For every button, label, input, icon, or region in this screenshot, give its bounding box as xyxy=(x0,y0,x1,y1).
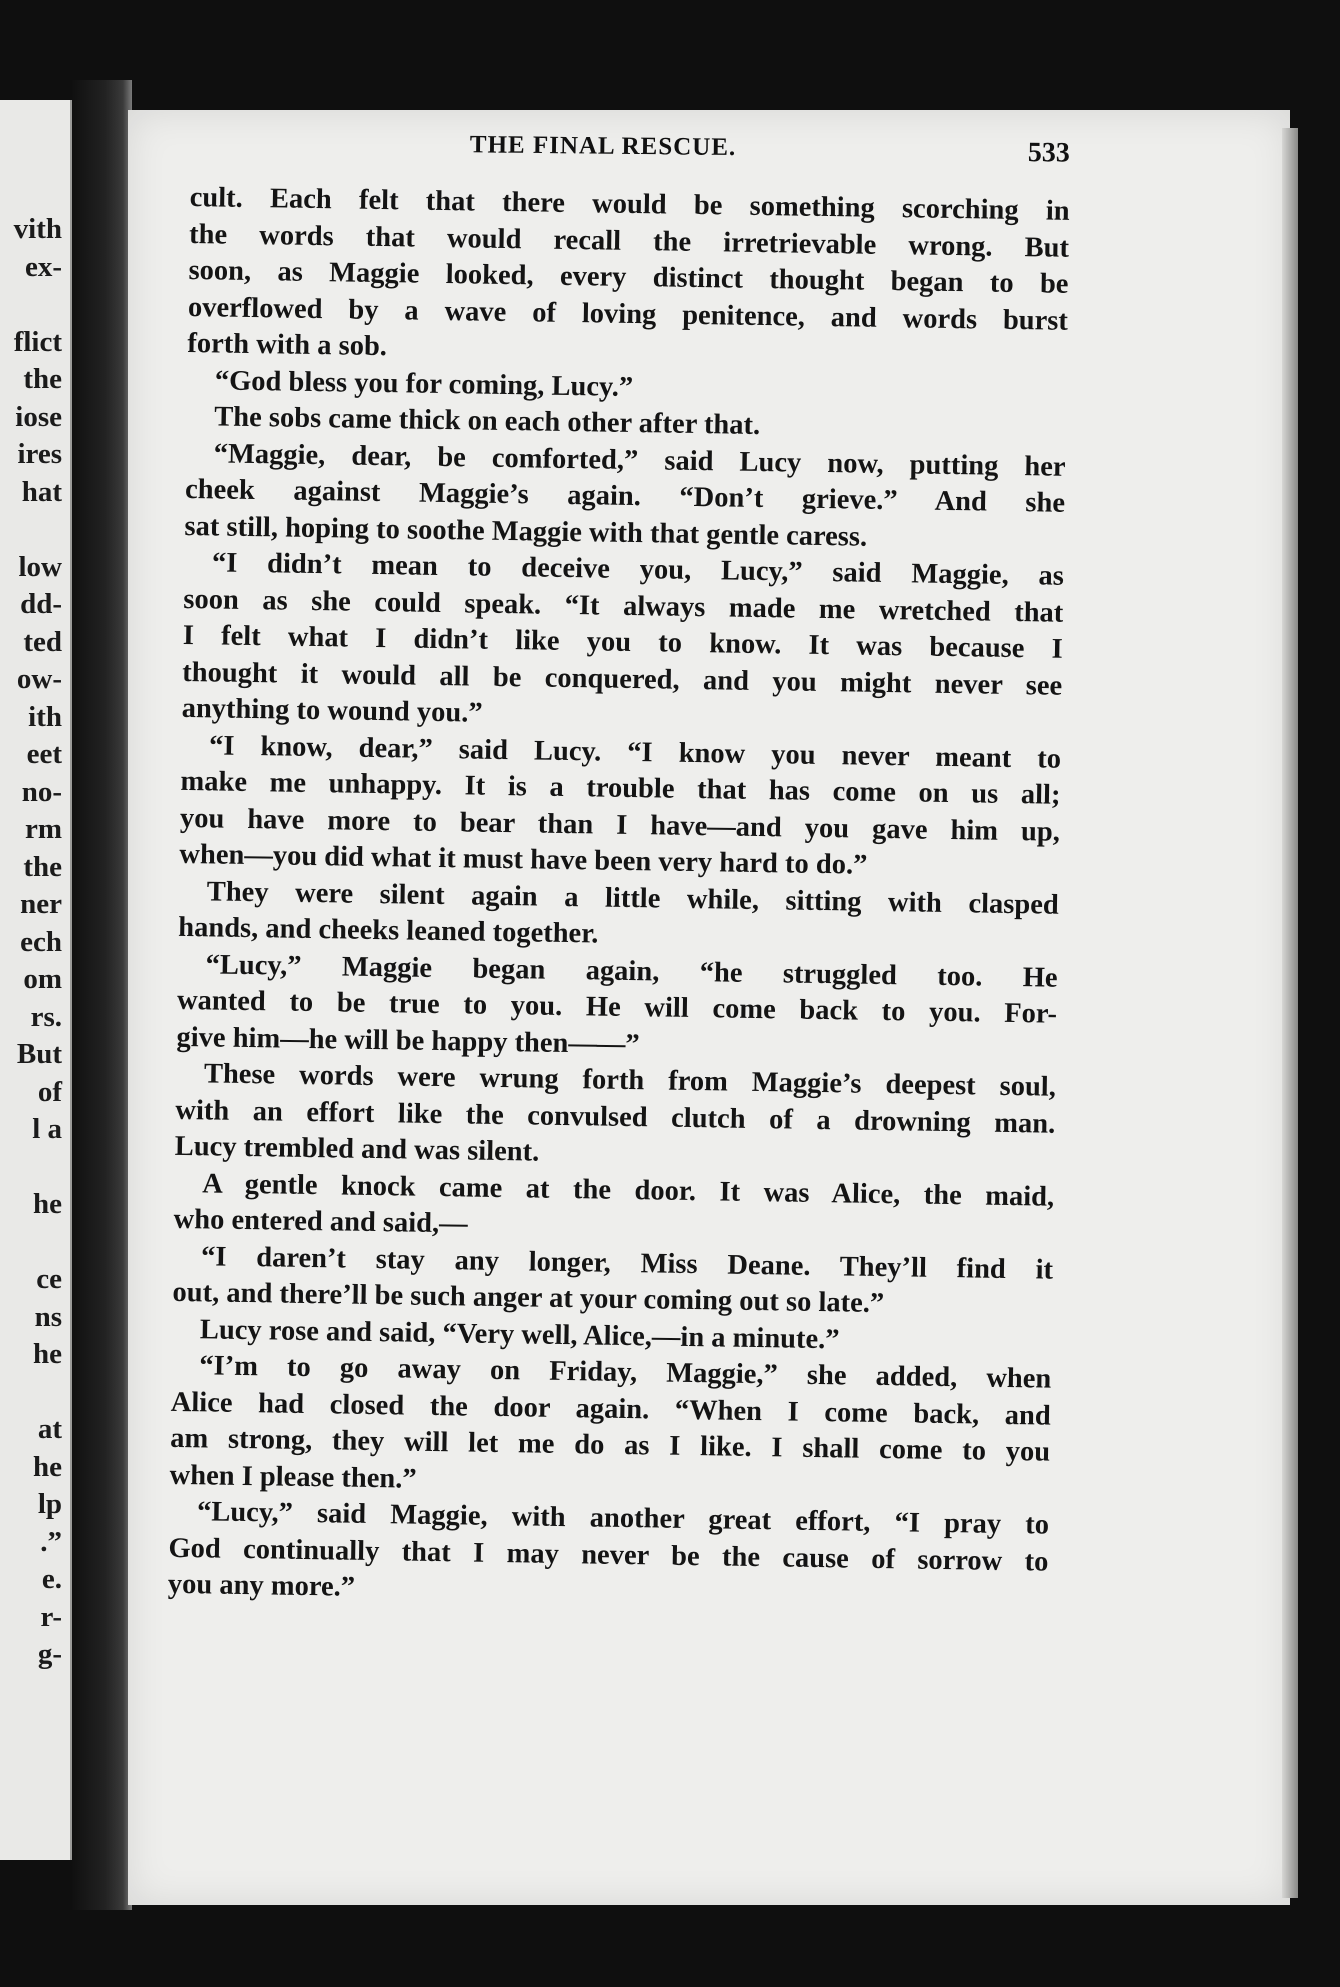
left-page-fragment: flict xyxy=(13,325,62,358)
text-line: “I’m to go away on Friday, Maggie,” she added, when xyxy=(199,1350,1052,1395)
text-line: anything to wound you.” xyxy=(181,692,483,729)
text-line: the words that would recall the irretrievable wrong. But xyxy=(188,218,1070,264)
text-line: “I know, dear,” said Lucy. “I know you never meant to xyxy=(208,729,1062,775)
text-line: with an effort like the convulsed clutch of a drowning man. xyxy=(175,1094,1056,1140)
left-page-fragment: of xyxy=(37,1075,62,1108)
left-page-fragment: e. xyxy=(41,1563,62,1595)
left-page-fragment: ns xyxy=(34,1300,62,1333)
left-page-fragment: hat xyxy=(21,475,62,508)
text-line: give him—he will be happy then——” xyxy=(176,1021,640,1060)
text-line: overflowed by a wave of loving penitence, and words burst xyxy=(187,291,1069,337)
left-page-fragment: ted xyxy=(23,625,62,658)
text-line: cult. Each felt that there would be something scorching in xyxy=(189,181,1070,227)
text-line: am strong, they will let me do as I like. I shall come to you xyxy=(169,1422,1051,1468)
text-line: “I didn’t mean to deceive you, Lucy,” said Maggie, as xyxy=(211,547,1065,592)
text-line: make me unhappy. It is a trouble that has come on us all; xyxy=(180,765,1061,811)
left-facing-page xyxy=(0,100,72,1860)
left-page-fragment: no- xyxy=(21,775,62,808)
left-page-fragment: But xyxy=(16,1038,62,1070)
text-line: thought it would all be conquered, and you might never see xyxy=(182,656,1063,702)
text-line: sat still, hoping to soothe Maggie with that gentle caress. xyxy=(184,510,868,553)
text-line: cheek against Maggie’s again. “Don’t grieve.” And she xyxy=(184,473,1066,519)
text-line: forth with a sob. xyxy=(187,327,388,363)
left-page-fragment: eet xyxy=(26,738,62,770)
left-page-fragment: .” xyxy=(40,1525,62,1558)
text-line: Lucy trembled and was silent. xyxy=(174,1130,540,1168)
left-page-fragment: low xyxy=(18,550,62,583)
text-line: I felt what I didn’t like you to know. It was because I xyxy=(182,619,1063,665)
page-header xyxy=(350,130,1070,178)
left-page-fragment: rs. xyxy=(30,1000,62,1033)
left-page-fragment: dd- xyxy=(20,588,62,620)
left-page-fragment: rm xyxy=(24,813,62,845)
page-number: 533 xyxy=(1027,137,1070,169)
text-line: “I daren’t stay any longer, Miss Deane. They’ll find it xyxy=(200,1240,1054,1286)
text-line: out, and there’ll be such anger at your coming out so late.” xyxy=(172,1276,885,1320)
text-line: you any more.” xyxy=(167,1568,356,1603)
text-line: soon as she could speak. “It always made me wretched that xyxy=(183,583,1064,629)
text-line: wanted to be true to you. He will come back to you. For- xyxy=(176,984,1058,1030)
left-page-fragment: r- xyxy=(40,1600,62,1633)
left-page-fragment: l a xyxy=(32,1113,62,1145)
text-line: when I please then.” xyxy=(169,1459,417,1495)
text-line: “God bless you for coming, Lucy.” xyxy=(214,364,634,403)
text-line: who entered and said,— xyxy=(173,1203,468,1240)
left-page-fragment: ner xyxy=(20,888,62,920)
left-page-fragment: g- xyxy=(37,1638,62,1670)
running-head: THE FINAL RESCUE. xyxy=(469,131,737,162)
text-line: when—you did what it must have been very hard to do.” xyxy=(179,838,868,881)
text-line: A gentle knock came at the door. It was Alice, the maid, xyxy=(201,1167,1055,1213)
text-line: “Lucy,” said Maggie, with another great effort, “I pray to xyxy=(196,1496,1050,1541)
text-line: Alice had closed the door again. “When I come back, and xyxy=(170,1386,1051,1432)
left-page-fragment: lp xyxy=(37,1488,62,1520)
text-line: hands, and cheeks leaned together. xyxy=(178,911,599,950)
left-page-fragment: ech xyxy=(20,925,62,958)
left-page-fragment: iose xyxy=(15,400,62,433)
text-line: Lucy rose and said, “Very well, Alice,—in a minute.” xyxy=(199,1313,840,1355)
left-page-fragment: ow- xyxy=(16,663,62,695)
left-page-fragment: ith xyxy=(28,700,62,733)
text-line: “Maggie, dear, be comforted,” said Lucy now, putting her xyxy=(213,437,1066,483)
text-line: “Lucy,” Maggie began again, “he struggled too. He xyxy=(205,948,1058,994)
left-page-fragment: at xyxy=(37,1413,62,1445)
text-line: These words were wrung forth from Maggie’s deepest soul, xyxy=(203,1058,1057,1103)
left-page-fragment: he xyxy=(33,1188,62,1220)
text-line: The sobs came thick on each other after that. xyxy=(214,401,761,441)
left-page-fragment: ires xyxy=(17,438,62,470)
left-page-fragment: he xyxy=(33,1450,62,1483)
body-text xyxy=(168,180,1070,1617)
page-edge xyxy=(1282,128,1298,1898)
text-line: God continually that I may never be the cause of sorrow to xyxy=(168,1532,1049,1578)
left-page-fragment: vith xyxy=(13,213,62,245)
left-page-fragment: the xyxy=(23,850,62,883)
left-page-fragment: om xyxy=(23,963,62,995)
left-page-fragment: ex- xyxy=(24,250,62,283)
text-line: soon, as Maggie looked, every distinct thought began to be xyxy=(188,254,1069,300)
book-gutter xyxy=(72,80,132,1910)
text-line: you have more to bear than I have—and you gave him up, xyxy=(179,802,1061,848)
left-page-fragment: he xyxy=(33,1338,62,1370)
text-line: They were silent again a little while, sitting with clasped xyxy=(206,875,1059,921)
left-page-fragment: the xyxy=(23,363,62,395)
left-page-fragment: ce xyxy=(36,1263,62,1295)
